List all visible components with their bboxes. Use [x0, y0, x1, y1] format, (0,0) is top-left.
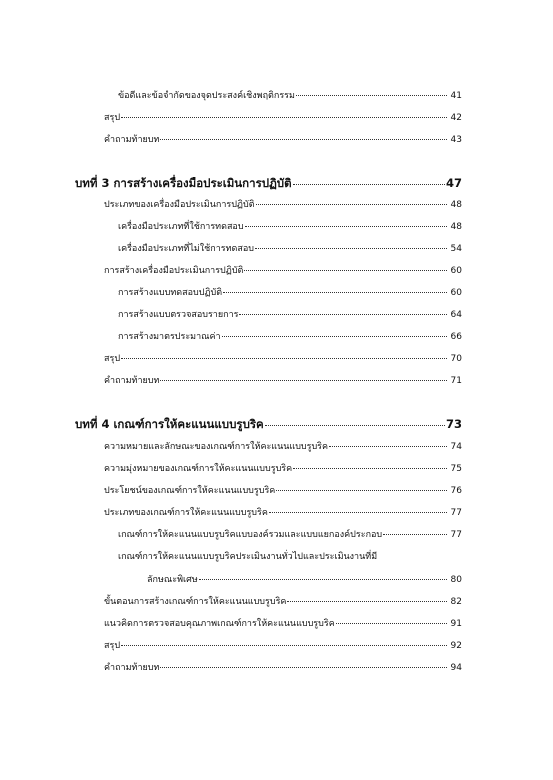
toc-entry-title: ข้อดีและข้อจำกัดของจุดประสงค์เชิงพฤติกรรม [118, 91, 295, 101]
toc-entry-page: 76 [450, 486, 462, 496]
dot-leader [296, 94, 447, 96]
toc-entry [104, 352, 462, 366]
toc-entry-title: สรุป [104, 113, 121, 123]
toc-entry-title: คำถามท้ายบท [104, 663, 160, 673]
toc-entry-title: ความหมายและลักษณะของเกณฑ์การให้คะแนนแบบรูบริค [104, 442, 329, 452]
dot-leader [329, 445, 447, 447]
dot-leader [121, 116, 447, 118]
toc-entry [118, 330, 462, 344]
dot-leader [222, 335, 447, 337]
toc-entry-title: ขั้นตอนการสร้างเกณฑ์การให้คะแนนแบบรูบริค [104, 597, 287, 607]
toc-entry-title: การสร้างมาตรประมาณค่า [118, 332, 221, 342]
toc-entry [104, 661, 462, 675]
toc-entry-page: 71 [450, 376, 462, 386]
toc-entry-page: 70 [450, 354, 462, 364]
toc-entry-title: การสร้างแบบทดสอบปฏิบัติ [118, 288, 223, 298]
toc-entry-title: เกณฑ์การให้คะแนนแบบรูบริคประเมินงานทั่วไปและประเมินงานที่มี [118, 552, 378, 562]
toc-entry-title: เกณฑ์การให้คะแนนแบบรูบริคแบบองค์รวมและแบบแยกองค์ประกอบ [118, 530, 383, 540]
toc-entry [104, 198, 462, 212]
dot-leader [245, 225, 447, 227]
toc-entry [104, 484, 462, 498]
toc-entry [104, 133, 462, 147]
toc-entry-page: 75 [450, 464, 462, 474]
toc-entry-page: 94 [450, 663, 462, 673]
toc-entry [104, 264, 462, 278]
toc-entry [118, 308, 462, 322]
toc-chapter-title: บทที่ 4 เกณฑ์การให้คะแนนแบบรูบริค [75, 417, 264, 431]
toc-entry [118, 242, 462, 256]
toc-chapter-page: 47 [445, 176, 462, 190]
toc-entry-title: คำถามท้ายบท [104, 376, 160, 386]
toc-entry-page: 60 [450, 266, 462, 276]
dot-leader [287, 600, 447, 602]
dot-leader [160, 666, 447, 668]
toc-entry-title: ประโยชน์ของเกณฑ์การให้คะแนนแบบรูบริค [104, 486, 276, 496]
toc-chapter [75, 416, 462, 432]
toc-entry-title: การสร้างเครื่องมือประเมินการปฏิบัติ [104, 266, 244, 276]
dot-leader [269, 511, 447, 513]
toc-entry-page: 77 [450, 508, 462, 518]
toc-entry-title: ประเภทของเกณฑ์การให้คะแนนแบบรูบริค [104, 508, 268, 518]
dot-leader [383, 533, 447, 535]
toc-entry-title: เครื่องมือประเภทที่ไม่ใช้การทดสอบ [118, 244, 255, 254]
toc-entry [104, 111, 462, 125]
toc-entry-page: 48 [450, 200, 462, 210]
toc-entry [118, 286, 462, 300]
toc-entry-page: 82 [450, 597, 462, 607]
toc-entry-title: ความมุ่งหมายของเกณฑ์การให้คะแนนแบบรูบริค [104, 464, 293, 474]
toc-entry-page: 66 [450, 332, 462, 342]
dot-leader [256, 203, 447, 205]
toc-entry-page: 42 [450, 113, 462, 123]
toc-entry [104, 440, 462, 454]
toc-entry-title: ลักษณะพิเศษ [147, 575, 198, 585]
dot-leader [255, 247, 447, 249]
toc-entry [104, 374, 462, 388]
dot-leader [293, 467, 447, 469]
toc-entry-title: เครื่องมือประเภทที่ใช้การทดสอบ [118, 222, 244, 232]
toc-entry-page: 91 [450, 619, 462, 629]
dot-leader [121, 644, 447, 646]
toc-entry-title: แนวคิดการตรวจสอบคุณภาพเกณฑ์การให้คะแนนแบบรูบริค [104, 619, 335, 629]
toc-entry-page: 80 [450, 575, 462, 585]
dot-leader [160, 379, 447, 381]
toc-entry-page: 92 [450, 641, 462, 651]
toc-entry [104, 617, 462, 631]
toc-chapter-page: 73 [445, 417, 462, 431]
toc-entry-title: การสร้างแบบตรวจสอบรายการ [118, 310, 239, 320]
toc-entry-title: สรุป [104, 354, 121, 364]
toc-entry [118, 89, 462, 103]
toc-entry-page: 74 [450, 442, 462, 452]
toc-entry-title: สรุป [104, 641, 121, 651]
dot-leader [199, 578, 447, 580]
toc-entry-page: 60 [450, 288, 462, 298]
dot-leader [244, 269, 447, 271]
dot-leader [293, 183, 445, 185]
dot-leader [265, 424, 445, 426]
toc-entry [147, 573, 462, 587]
dot-leader [239, 313, 447, 315]
dot-leader [223, 291, 447, 293]
toc-entry-page: 64 [450, 310, 462, 320]
dot-leader [336, 622, 447, 624]
toc-entry-page: 77 [450, 530, 462, 540]
toc-chapter [75, 175, 462, 191]
toc-entry-page: 43 [450, 135, 462, 145]
toc-chapter-title: บทที่ 3 การสร้างเครื่องมือประเมินการปฏิบัติ [75, 176, 292, 190]
toc-entry-title: ประเภทของเครื่องมือประเมินการปฏิบัติ [104, 200, 255, 210]
toc-entry-page: 41 [450, 91, 462, 101]
toc-entry [118, 528, 462, 542]
dot-leader [121, 357, 447, 359]
toc-entry [104, 595, 462, 609]
toc-entry [118, 220, 462, 234]
toc-entry [118, 550, 462, 564]
toc-entry-title: คำถามท้ายบท [104, 135, 160, 145]
toc-entry [104, 639, 462, 653]
toc-entry [104, 462, 462, 476]
toc-entry-page: 54 [450, 244, 462, 254]
dot-leader [276, 489, 447, 491]
toc-entry [104, 506, 462, 520]
toc-entry-page: 48 [450, 222, 462, 232]
dot-leader [160, 138, 447, 140]
